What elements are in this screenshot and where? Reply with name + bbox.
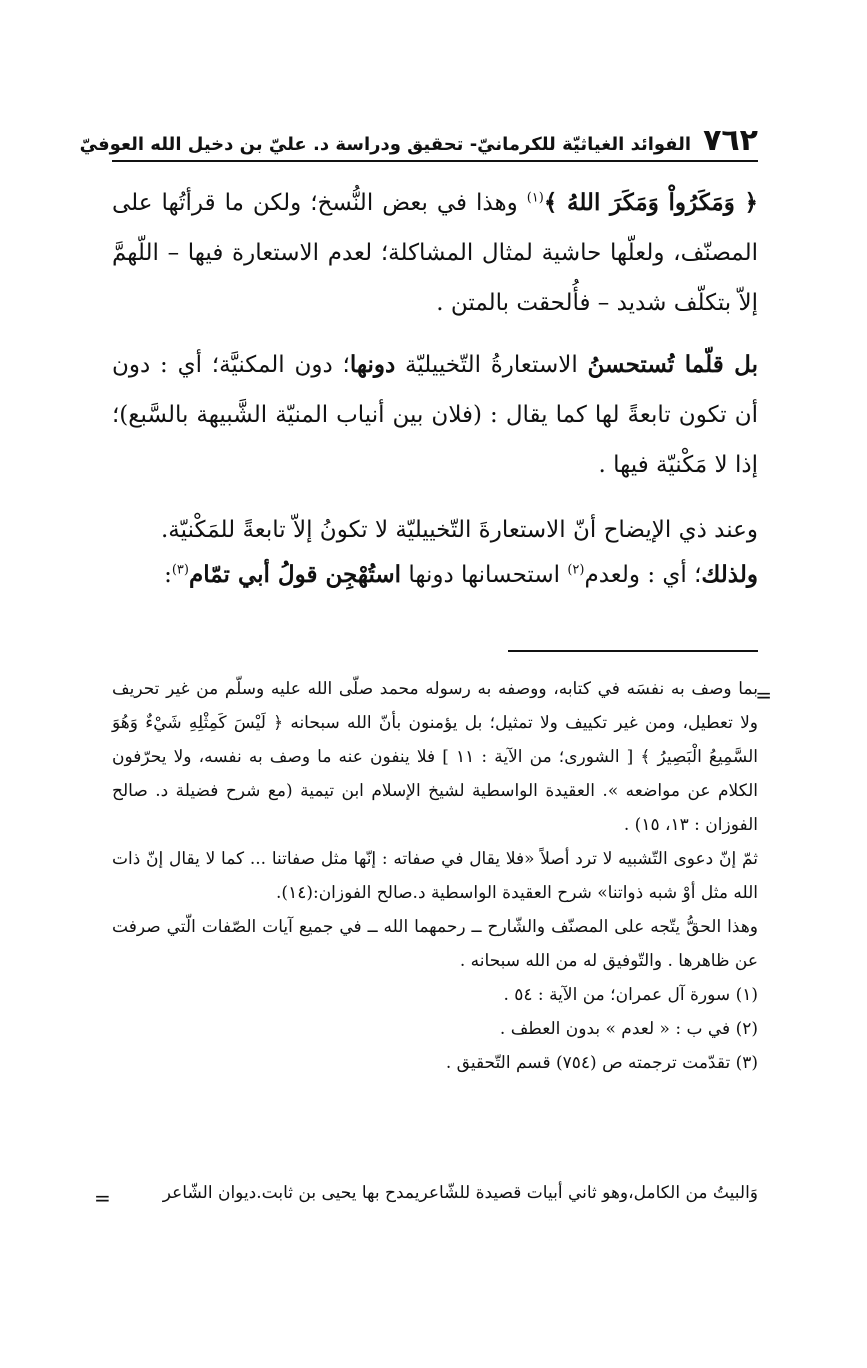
paragraph-4-text-2: استحسانها دونها [401,562,568,588]
paragraph-1 [112,178,758,328]
paragraph-4-colon: : [164,562,172,588]
page-number: ٧٦٢ [703,123,758,158]
paragraph-1-text: وهذا في بعض النُّسخ؛ ولكن ما قرأتُها على المصنّف، ولعلّها حاشية لمثال المشاكلة؛ لعدم الاستعارة فيها – اللّهمَّ إلاّ بتكلّف شديد – فأُلحقت بالمتن . [112,190,758,316]
page-header [79,112,758,162]
footnote-1: (١) سورة آل عمران؛ من الآية : ٥٤ . [503,985,758,1005]
paragraph-4 [112,552,758,598]
quran-quote: ﴿ وَمَكَرُواْ وَمَكَرَ اللهُ ﴾ [543,189,758,216]
footnotes [112,672,758,1080]
footnote-bottom-line: وَالبيتُ من الكامل،وهو ثاني أبيات قصيدة للشّاعريمدح بها يحيى بن ثابت.ديوان الشّاعر [162,1183,758,1203]
footnote-ref-2: (٢) [567,562,585,578]
matn-phrase-3: ولذلك [701,561,758,588]
paragraph-3-text: وعند ذي الإيضاح أنّ الاستعارةَ التّخييليّة لا تكونُ إلاّ تابعةً للمَكْنيّة. [160,517,758,543]
footnote-ref-1: (١) [526,190,544,206]
paragraph-3 [112,508,758,552]
paragraph-2-text-1: الاستعارةُ التّخييليّة [395,352,588,378]
continuation-mark-top: = [755,683,772,707]
footnote-separator [508,650,758,652]
footnote-2: (٢) في ب : « لعدم » بدون العطف . [499,1019,758,1039]
paragraph-2-text-2: ؛ دون المكنيَّة؛ أي : دون أن تكون تابعةً لها كما يقال : (فلان بين أنياب المنيّة الشَّبيهة بالسَّبع)؛ إذا لا مَكْنيّة فيها . [112,352,758,478]
footnote-continuation-3: وهذا الحقُّ يتّجه على المصنّف والشّارح ــ رحمهما الله ــ في جميع آيات الصّفات الّتي صرفت عن ظاهرها . والتّوفيق له من الله سبحانه . [112,917,758,971]
paragraph-2 [112,340,758,490]
continuation-mark-bottom: = [94,1186,111,1210]
main-text [112,178,758,598]
footnote-continuation-2: ثمّ إنّ دعوى التّشبيه لا ترد أصلاً «فلا يقال في صفاته : إنّها مثل صفاتنا ... كما لا يقال إنّ ذات الله مثل أوْ شبه ذواتنا» شرح العقيدة الواسطية د.صالح الفوزان:(١٤). [112,849,758,903]
footnote-ref-3: (٣) [171,562,189,578]
running-title: الفوائد الغياثيّة للكرمانيّ- تحقيق ودراسة د. عليّ بن دخيل الله العوفيّ [79,134,692,156]
matn-phrase-2: دونها [349,351,396,378]
matn-phrase-4: استُهْجِن قولُ أبي تمّام [188,561,402,588]
matn-phrase-1: بل قلّما تُستحسنُ [587,351,758,378]
footnote-3: (٣) تقدّمت ترجمته ص (٧٥٤) قسم التّحقيق . [445,1053,758,1073]
paragraph-4-text-1: ؛ أي : ولعدم [584,562,702,588]
footnote-continuation-1: بما وصف به نفسَه في كتابه، ووصفه به رسوله محمد صلّى الله عليه وسلّم من غير تحريف ولا تعطيل، ومن غير تكييف ولا تمثيل؛ بل يؤمنون بأنّ الله سبحانه ﴿ لَيْسَ كَمِثْلِهِ شَيْءٌ وَهُوَ السَّمِيعُ الْبَصِيرُ ﴾ [ الشورى؛ من الآية : ١١ ] فلا ينفون عنه ما وصف به نفسه، ولا يحرّفون الكلام عن مواضعه ». العقيدة الواسطية لشيخ الإسلام ابن تيمية (مع شرح فضيلة د. صالح الفوزان : ١٣، ١٥) . [112,679,758,835]
